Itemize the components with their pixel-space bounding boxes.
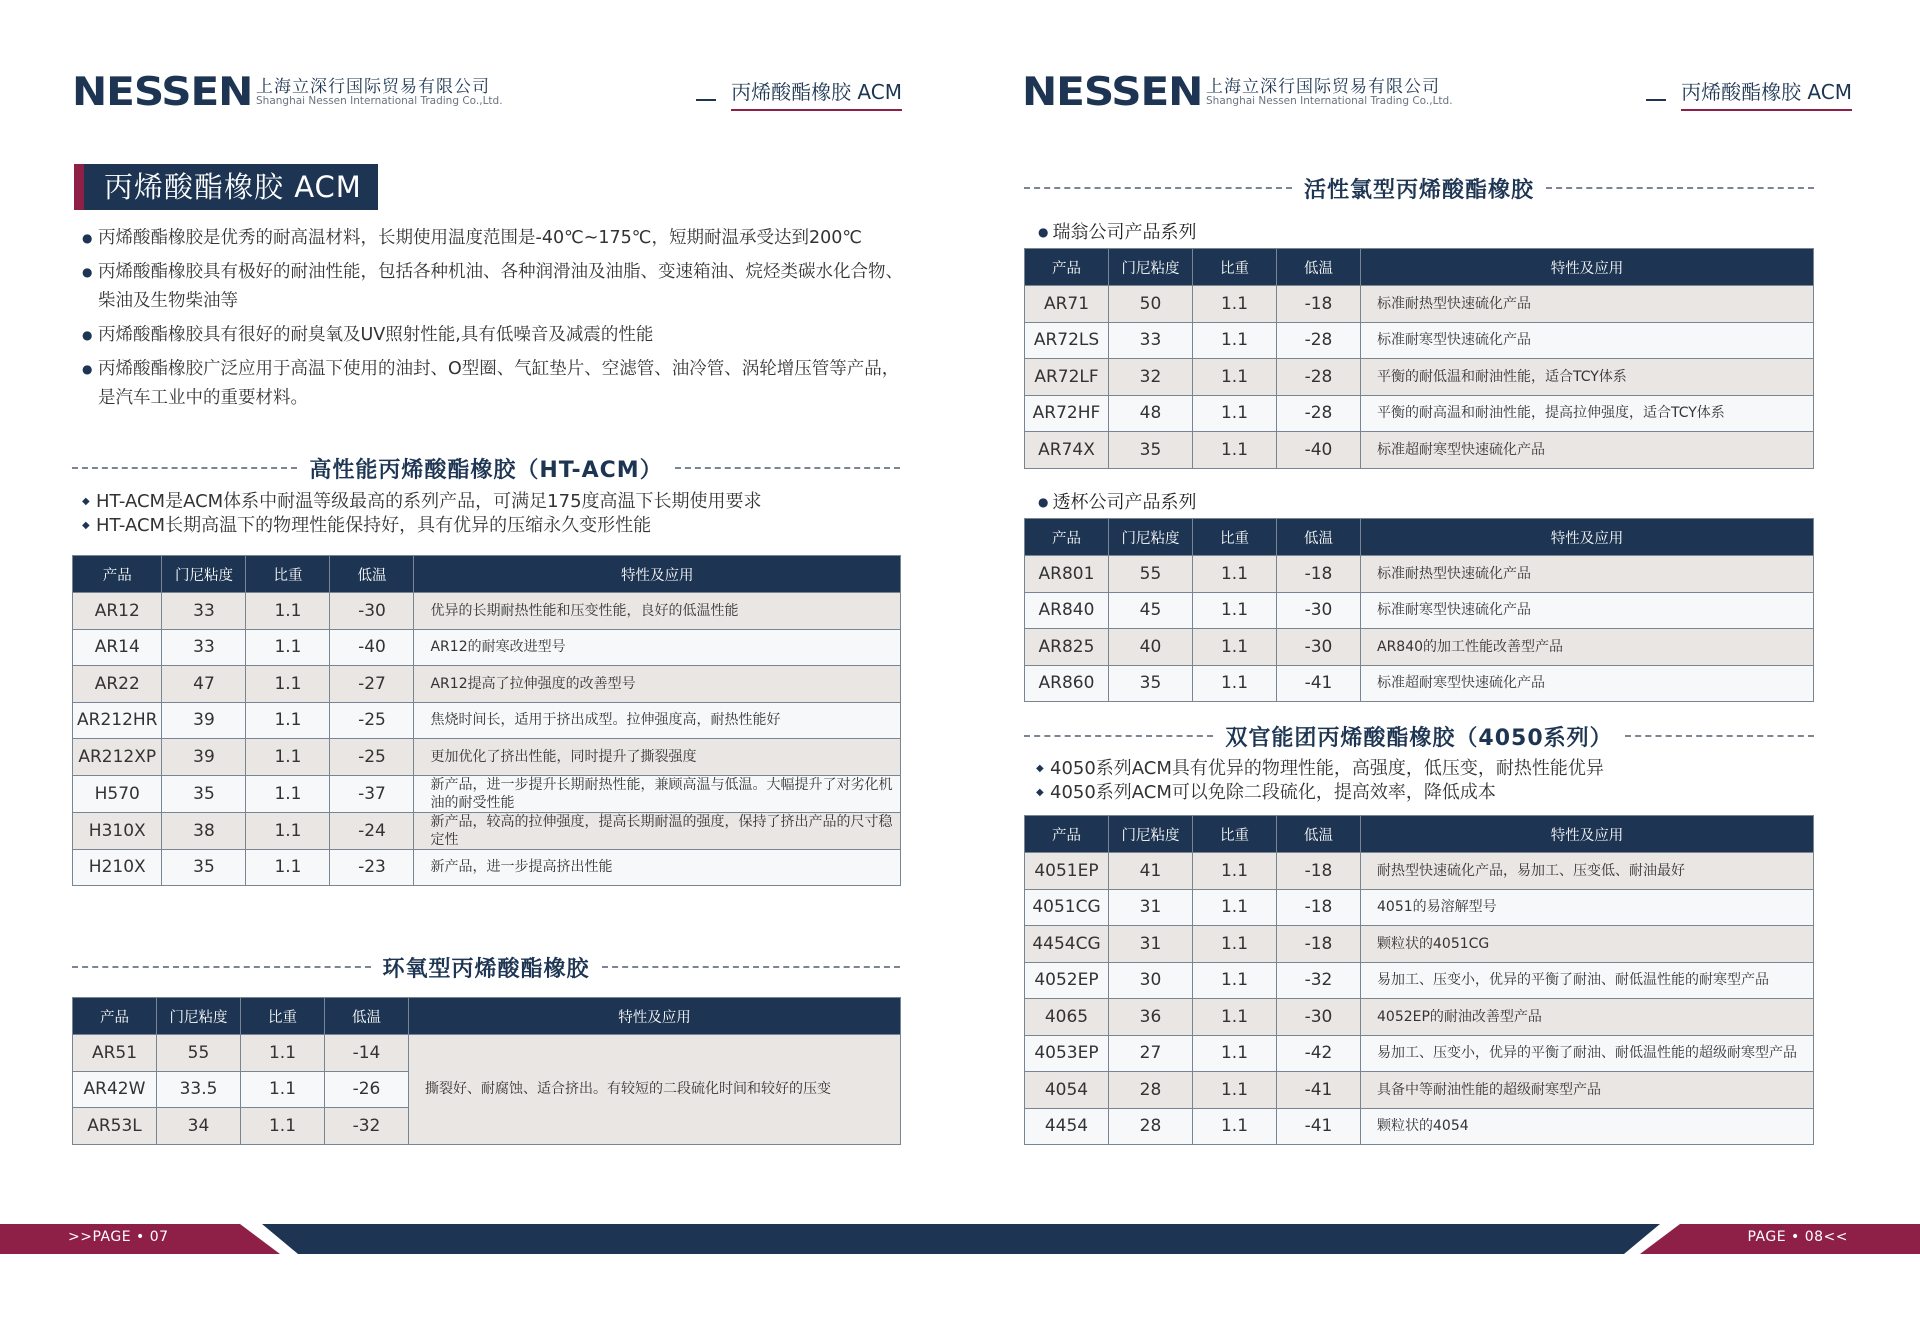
- ht-bullets: [82, 490, 762, 538]
- cell-application: 新产品，进一步提高挤出性能: [414, 849, 901, 886]
- cell-low-temp: -18: [1277, 926, 1361, 963]
- cell-product: H210X: [73, 849, 162, 886]
- cell-application: 易加工、压变小，优异的平衡了耐油、耐低温性能的耐寒型产品: [1361, 962, 1814, 999]
- cell-gravity: 1.1: [1193, 286, 1277, 323]
- table-header-row: [1025, 249, 1814, 286]
- table-row: [73, 812, 901, 849]
- cell-mooney: 28: [1109, 1072, 1193, 1109]
- cell-gravity: 1.1: [1193, 999, 1277, 1036]
- cell-mooney: 35: [1109, 665, 1193, 702]
- table-row: [1025, 359, 1814, 396]
- table-header-row: [1025, 816, 1814, 853]
- section-dual-functional: [1024, 720, 1814, 752]
- cell-application: 撕裂好、耐腐蚀、适合挤出。有较短的二段硫化时间和较好的压变: [409, 1035, 901, 1145]
- cell-mooney: 36: [1109, 999, 1193, 1036]
- cell-low-temp: -40: [1277, 432, 1361, 469]
- cell-gravity: 1.1: [1193, 962, 1277, 999]
- cell-gravity: 1.1: [246, 702, 330, 739]
- cell-gravity: 1.1: [1193, 665, 1277, 702]
- cell-mooney: 50: [1109, 286, 1193, 323]
- cell-mooney: 33: [162, 593, 246, 630]
- cell-gravity: 1.1: [241, 1108, 325, 1145]
- header-dash: [1646, 99, 1666, 101]
- divider: [72, 467, 297, 469]
- ht-bullet: ◆ HT-ACM长期高温下的物理性能保持好，具有优异的压缩永久变形性能: [82, 514, 762, 538]
- cell-product: AR72HF: [1025, 395, 1109, 432]
- cell-low-temp: -41: [1277, 665, 1361, 702]
- cell-product: AR212XP: [73, 739, 162, 776]
- zeon-table: [1024, 248, 1814, 469]
- table-row: [1025, 665, 1814, 702]
- cell-mooney: 35: [1109, 432, 1193, 469]
- page-number-left: >>PAGE • 07: [68, 1229, 169, 1245]
- table-header-row: [1025, 519, 1814, 556]
- cell-low-temp: -37: [330, 775, 414, 812]
- cell-application: 标准超耐寒型快速硫化产品: [1361, 665, 1814, 702]
- col-header-application: 特性及应用: [1361, 519, 1814, 556]
- col-header-product: 产品: [73, 556, 162, 593]
- cell-low-temp: -30: [1277, 629, 1361, 666]
- section-chlorine: [1024, 172, 1814, 204]
- cell-mooney: 39: [162, 739, 246, 776]
- cell-application: 新产品，较高的拉伸强度，提高长期耐温的强度，保持了挤出产品的尺寸稳定性: [414, 812, 901, 849]
- table-row: [1025, 926, 1814, 963]
- cell-gravity: 1.1: [241, 1035, 325, 1072]
- cell-low-temp: -41: [1277, 1072, 1361, 1109]
- cell-mooney: 35: [162, 775, 246, 812]
- table-body: [1025, 556, 1814, 702]
- cell-mooney: 27: [1109, 1035, 1193, 1072]
- cell-mooney: 38: [162, 812, 246, 849]
- cell-product: AR14: [73, 629, 162, 666]
- table-row: [73, 849, 901, 886]
- table-row: [1025, 592, 1814, 629]
- table-row: [1025, 853, 1814, 890]
- cell-application: 耐热型快速硫化产品，易加工、压变低、耐油最好: [1361, 853, 1814, 890]
- cell-low-temp: -32: [325, 1108, 409, 1145]
- cell-low-temp: -18: [1277, 556, 1361, 593]
- cell-gravity: 1.1: [246, 593, 330, 630]
- cell-application: 颗粒状的4054: [1361, 1108, 1814, 1145]
- cell-low-temp: -24: [330, 812, 414, 849]
- brand-logo: NESSEN: [1022, 70, 1203, 115]
- cell-low-temp: -25: [330, 702, 414, 739]
- col-header-mooney: 门尼粘度: [1109, 519, 1193, 556]
- cell-mooney: 40: [1109, 629, 1193, 666]
- intro-bullets: [82, 224, 912, 418]
- cell-gravity: 1.1: [1193, 1035, 1277, 1072]
- col-header-application: 特性及应用: [1361, 249, 1814, 286]
- page-number-right: PAGE • 08<<: [1747, 1229, 1848, 1245]
- cell-application: 平衡的耐低温和耐油性能，适合TCY体系: [1361, 359, 1814, 396]
- header-dash: [696, 99, 716, 101]
- table-row: [1025, 395, 1814, 432]
- section-title: 双官能团丙烯酸酯橡胶（4050系列）: [1225, 725, 1613, 751]
- cell-application: 优异的长期耐热性能和压变性能，良好的低温性能: [414, 593, 901, 630]
- table-header-row: [73, 998, 901, 1035]
- cell-low-temp: -14: [325, 1035, 409, 1072]
- dual-functional-table: [1024, 815, 1814, 1145]
- col-header-application: 特性及应用: [414, 556, 901, 593]
- cell-application: 平衡的耐高温和耐油性能，提高拉伸强度，适合TCY体系: [1361, 395, 1814, 432]
- cell-application: 标准耐热型快速硫化产品: [1361, 286, 1814, 323]
- divider: [1024, 187, 1292, 189]
- section-ht-acm: [72, 452, 900, 484]
- cell-product: AR860: [1025, 665, 1109, 702]
- col-header-gravity: 比重: [246, 556, 330, 593]
- cell-application: 4051的易溶解型号: [1361, 889, 1814, 926]
- company-name-cn: 上海立深行国际贸易有限公司: [256, 77, 490, 97]
- cell-product: 4065: [1025, 999, 1109, 1036]
- dual-bullet: ◆ 4050系列ACM可以免除二段硫化，提高效率，降低成本: [1036, 781, 1604, 805]
- company-name-en: Shanghai Nessen International Trading Co.,Ltd.: [1206, 95, 1453, 107]
- col-header-application: 特性及应用: [409, 998, 901, 1035]
- divider: [1546, 187, 1814, 189]
- table-row: [1025, 432, 1814, 469]
- cell-low-temp: -28: [1277, 322, 1361, 359]
- cell-mooney: 28: [1109, 1108, 1193, 1145]
- cell-product: AR825: [1025, 629, 1109, 666]
- cell-product: H310X: [73, 812, 162, 849]
- divider: [1625, 735, 1814, 737]
- divider: [602, 966, 901, 968]
- cell-gravity: 1.1: [246, 849, 330, 886]
- cell-gravity: 1.1: [1193, 853, 1277, 890]
- cell-gravity: 1.1: [246, 812, 330, 849]
- cell-low-temp: -41: [1277, 1108, 1361, 1145]
- cell-mooney: 55: [1109, 556, 1193, 593]
- page-right: [960, 0, 1920, 1317]
- cell-application: 4052EP的耐油改善型产品: [1361, 999, 1814, 1036]
- cell-application: 标准耐寒型快速硫化产品: [1361, 322, 1814, 359]
- intro-bullet: ● 丙烯酸酯橡胶具有很好的耐臭氧及UV照射性能,具有低噪音及减震的性能: [82, 321, 912, 350]
- col-header-gravity: 比重: [1193, 519, 1277, 556]
- cell-mooney: 45: [1109, 592, 1193, 629]
- table-row: [73, 775, 901, 812]
- footer-ribbon-center: [262, 1224, 1660, 1254]
- table-body: [1025, 853, 1814, 1145]
- cell-application: 标准耐热型快速硫化产品: [1361, 556, 1814, 593]
- table-row: [73, 1035, 901, 1072]
- cell-gravity: 1.1: [246, 739, 330, 776]
- cell-application: AR840的加工性能改善型产品: [1361, 629, 1814, 666]
- group-label-zeon: ● 瑞翁公司产品系列: [1038, 218, 1196, 244]
- cell-gravity: 1.1: [241, 1071, 325, 1108]
- col-header-low-temp: 低温: [325, 998, 409, 1035]
- cell-application: 具备中等耐油性能的超级耐寒型产品: [1361, 1072, 1814, 1109]
- cell-low-temp: -18: [1277, 853, 1361, 890]
- cell-gravity: 1.1: [1193, 592, 1277, 629]
- col-header-product: 产品: [1025, 816, 1109, 853]
- cell-product: 4454: [1025, 1108, 1109, 1145]
- ht-acm-table: [72, 555, 901, 886]
- cell-product: AR42W: [73, 1071, 157, 1108]
- company-name-cn: 上海立深行国际贸易有限公司: [1206, 77, 1440, 97]
- cell-low-temp: -18: [1277, 889, 1361, 926]
- cell-product: AR72LF: [1025, 359, 1109, 396]
- col-header-mooney: 门尼粘度: [1109, 816, 1193, 853]
- cell-low-temp: -23: [330, 849, 414, 886]
- cell-low-temp: -28: [1277, 395, 1361, 432]
- cell-gravity: 1.1: [1193, 556, 1277, 593]
- cell-product: AR22: [73, 666, 162, 703]
- cell-gravity: 1.1: [1193, 432, 1277, 469]
- cell-low-temp: -30: [330, 593, 414, 630]
- col-header-gravity: 比重: [1193, 816, 1277, 853]
- cell-product: 4454CG: [1025, 926, 1109, 963]
- table-row: [73, 739, 901, 776]
- cell-product: 4052EP: [1025, 962, 1109, 999]
- table-row: [1025, 322, 1814, 359]
- table-row: [1025, 1035, 1814, 1072]
- table-header-row: [73, 556, 901, 593]
- col-header-mooney: 门尼粘度: [162, 556, 246, 593]
- cell-product: H570: [73, 775, 162, 812]
- epoxy-acm-table: [72, 997, 901, 1145]
- cell-mooney: 33: [1109, 322, 1193, 359]
- cell-product: AR801: [1025, 556, 1109, 593]
- toubei-table: [1024, 518, 1814, 702]
- epoxy-table-body: [73, 1035, 901, 1145]
- section-title: 活性氯型丙烯酸酯橡胶: [1304, 177, 1535, 203]
- cell-application: 新产品，进一步提升长期耐热性能，兼顾高温与低温。大幅提升了对劣化机油的耐受性能: [414, 775, 901, 812]
- group-label-toubei: ● 透杯公司产品系列: [1038, 488, 1196, 514]
- cell-low-temp: -42: [1277, 1035, 1361, 1072]
- cell-product: 4053EP: [1025, 1035, 1109, 1072]
- cell-low-temp: -40: [330, 629, 414, 666]
- col-header-application: 特性及应用: [1361, 816, 1814, 853]
- cell-application: 更加优化了挤出性能，同时提升了撕裂强度: [414, 739, 901, 776]
- cell-gravity: 1.1: [246, 629, 330, 666]
- intro-bullet: ● 丙烯酸酯橡胶具有极好的耐油性能，包括各种机油、各种润滑油及油脂、变速箱油、烷烃类碳水化合物、柴油及生物柴油等: [82, 258, 912, 316]
- table-body: [1025, 286, 1814, 469]
- cell-product: AR51: [73, 1035, 157, 1072]
- section-title: 高性能丙烯酸酯橡胶（HT-ACM）: [309, 457, 663, 483]
- company-name-en: Shanghai Nessen International Trading Co.,Ltd.: [256, 95, 503, 107]
- cell-application: 易加工、压变小，优异的平衡了耐油、耐低温性能的超级耐寒型产品: [1361, 1035, 1814, 1072]
- dual-bullet: ◆ 4050系列ACM具有优异的物理性能，高强度，低压变，耐热性能优异: [1036, 757, 1604, 781]
- cell-product: 4051EP: [1025, 853, 1109, 890]
- table-row: [73, 666, 901, 703]
- cell-gravity: 1.1: [246, 666, 330, 703]
- cell-gravity: 1.1: [1193, 889, 1277, 926]
- table-row: [73, 593, 901, 630]
- cell-mooney: 32: [1109, 359, 1193, 396]
- cell-mooney: 30: [1109, 962, 1193, 999]
- cell-gravity: 1.1: [246, 775, 330, 812]
- cell-mooney: 31: [1109, 926, 1193, 963]
- table-row: [1025, 999, 1814, 1036]
- cell-mooney: 31: [1109, 889, 1193, 926]
- table-row: [1025, 1072, 1814, 1109]
- cell-low-temp: -32: [1277, 962, 1361, 999]
- intro-bullet: ● 丙烯酸酯橡胶是优秀的耐高温材料，长期使用温度范围是-40℃~175℃，短期耐温承受达到200℃: [82, 224, 912, 253]
- cell-mooney: 41: [1109, 853, 1193, 890]
- cell-application: AR12提高了拉伸强度的改善型号: [414, 666, 901, 703]
- table-body: [73, 593, 901, 886]
- header-left: [72, 66, 902, 116]
- cell-mooney: 39: [162, 702, 246, 739]
- cell-low-temp: -28: [1277, 359, 1361, 396]
- col-header-low-temp: 低温: [1277, 816, 1361, 853]
- ht-bullet: ◆ HT-ACM是ACM体系中耐温等级最高的系列产品，可满足175度高温下长期使用要求: [82, 490, 762, 514]
- col-header-low-temp: 低温: [1277, 519, 1361, 556]
- table-row: [1025, 889, 1814, 926]
- col-header-low-temp: 低温: [330, 556, 414, 593]
- cell-low-temp: -18: [1277, 286, 1361, 323]
- cell-mooney: 33: [162, 629, 246, 666]
- cell-gravity: 1.1: [1193, 629, 1277, 666]
- cell-product: AR840: [1025, 592, 1109, 629]
- cell-product: AR71: [1025, 286, 1109, 323]
- table-row: [73, 702, 901, 739]
- section-epoxy: [72, 951, 900, 983]
- cell-mooney: 47: [162, 666, 246, 703]
- cell-mooney: 35: [162, 849, 246, 886]
- section-title: 环氧型丙烯酸酯橡胶: [382, 956, 590, 982]
- divider: [675, 467, 900, 469]
- cell-mooney: 48: [1109, 395, 1193, 432]
- cell-product: 4054: [1025, 1072, 1109, 1109]
- cell-gravity: 1.1: [1193, 322, 1277, 359]
- cell-application: 颗粒状的4051CG: [1361, 926, 1814, 963]
- cell-product: AR12: [73, 593, 162, 630]
- table-row: [1025, 962, 1814, 999]
- cell-mooney: 55: [157, 1035, 241, 1072]
- col-header-product: 产品: [1025, 519, 1109, 556]
- col-header-product: 产品: [1025, 249, 1109, 286]
- cell-gravity: 1.1: [1193, 1108, 1277, 1145]
- cell-product: AR74X: [1025, 432, 1109, 469]
- cell-application: AR12的耐寒改进型号: [414, 629, 901, 666]
- divider: [72, 966, 371, 968]
- col-header-product: 产品: [73, 998, 157, 1035]
- cell-application: 焦烧时间长，适用于挤出成型。拉伸强度高，耐热性能好: [414, 702, 901, 739]
- table-row: [1025, 1108, 1814, 1145]
- cell-low-temp: -27: [330, 666, 414, 703]
- table-row: [1025, 286, 1814, 323]
- brand-logo: NESSEN: [72, 70, 253, 115]
- divider: [1024, 735, 1213, 737]
- cell-mooney: 33.5: [157, 1071, 241, 1108]
- header-title: 丙烯酸酯橡胶 ACM: [1681, 76, 1852, 111]
- cell-mooney: 34: [157, 1108, 241, 1145]
- cell-product: 4051CG: [1025, 889, 1109, 926]
- cell-product: AR72LS: [1025, 322, 1109, 359]
- table-row: [73, 629, 901, 666]
- page-title: 丙烯酸酯橡胶 ACM: [74, 164, 378, 210]
- cell-low-temp: -26: [325, 1071, 409, 1108]
- cell-low-temp: -30: [1277, 999, 1361, 1036]
- cell-application: 标准超耐寒型快速硫化产品: [1361, 432, 1814, 469]
- header-title: 丙烯酸酯橡胶 ACM: [731, 76, 902, 111]
- cell-gravity: 1.1: [1193, 926, 1277, 963]
- cell-gravity: 1.1: [1193, 1072, 1277, 1109]
- cell-gravity: 1.1: [1193, 359, 1277, 396]
- table-row: [1025, 629, 1814, 666]
- col-header-low-temp: 低温: [1277, 249, 1361, 286]
- cell-product: AR212HR: [73, 702, 162, 739]
- cell-application: 标准耐寒型快速硫化产品: [1361, 592, 1814, 629]
- dual-bullets: [1036, 757, 1604, 805]
- intro-bullet: ● 丙烯酸酯橡胶广泛应用于高温下使用的油封、O型圈、气缸垫片、空滤管、油冷管、涡轮增压管等产品，是汽车工业中的重要材料。: [82, 355, 912, 413]
- table-row: [1025, 556, 1814, 593]
- cell-low-temp: -25: [330, 739, 414, 776]
- header-right: [1022, 66, 1852, 116]
- col-header-mooney: 门尼粘度: [1109, 249, 1193, 286]
- col-header-mooney: 门尼粘度: [157, 998, 241, 1035]
- col-header-gravity: 比重: [241, 998, 325, 1035]
- cell-low-temp: -30: [1277, 592, 1361, 629]
- cell-product: AR53L: [73, 1108, 157, 1145]
- col-header-gravity: 比重: [1193, 249, 1277, 286]
- cell-gravity: 1.1: [1193, 395, 1277, 432]
